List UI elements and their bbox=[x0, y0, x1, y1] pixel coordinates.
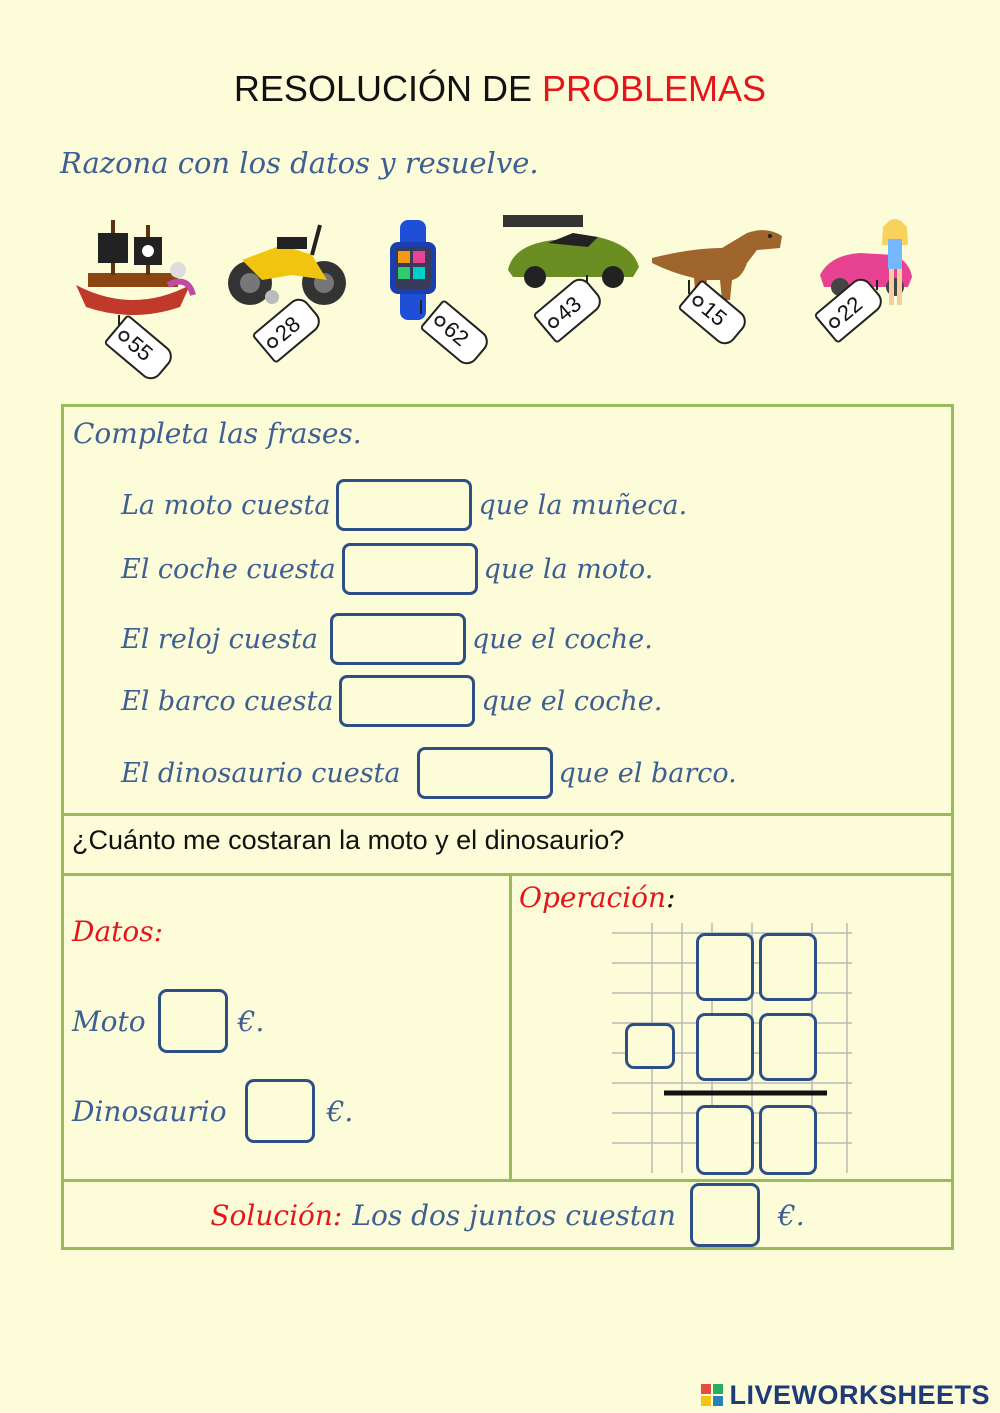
price-tag-dinosaurio: 15 bbox=[677, 279, 750, 349]
complete-heading: Completa las frases. bbox=[73, 417, 362, 450]
watch-icon bbox=[388, 220, 438, 325]
op-box-result-units[interactable] bbox=[759, 1105, 817, 1175]
price-tag-reloj: 62 bbox=[419, 299, 492, 369]
price-tag-coche: 43 bbox=[532, 274, 605, 344]
op-box-top-tens[interactable] bbox=[696, 933, 754, 1001]
price-tag-muneca: 22 bbox=[813, 274, 886, 344]
solution-unit: €. bbox=[777, 1198, 805, 1232]
sentence-3: El reloj cuesta que el coche. bbox=[121, 613, 653, 665]
answer-box-3[interactable] bbox=[330, 613, 466, 665]
sentence-1: La moto cuesta que la muñeca. bbox=[121, 479, 687, 531]
datos-row-dinosaurio: Dinosaurio €. bbox=[72, 1079, 353, 1143]
op-box-mid-units[interactable] bbox=[759, 1013, 817, 1081]
op-box-result-tens[interactable] bbox=[696, 1105, 754, 1175]
op-box-mid-tens[interactable] bbox=[696, 1013, 754, 1081]
solution-box[interactable] bbox=[690, 1183, 760, 1247]
liveworksheets-icon bbox=[701, 1384, 725, 1408]
datos-title: Datos: bbox=[72, 915, 164, 948]
moto-price-box[interactable] bbox=[158, 989, 228, 1053]
sentence-5: El dinosaurio cuesta que el barco. bbox=[121, 747, 737, 799]
pirate-ship-icon bbox=[68, 215, 198, 325]
page-title: RESOLUCIÓN DE PROBLEMAS bbox=[233, 68, 767, 109]
solution-label: Solución: bbox=[210, 1198, 343, 1232]
answer-box-4[interactable] bbox=[339, 675, 475, 727]
divider bbox=[64, 1179, 951, 1182]
op-box-plus-sign[interactable] bbox=[625, 1023, 675, 1069]
question-text: ¿Cuánto me costaran la moto y el dinosaurio? bbox=[72, 825, 625, 855]
divider bbox=[64, 873, 951, 876]
operation-grid bbox=[612, 923, 862, 1178]
divider bbox=[64, 813, 951, 816]
sentence-4: El barco cuesta que el coche. bbox=[121, 675, 662, 727]
price-tag-moto: 28 bbox=[251, 294, 324, 364]
motorbike-icon bbox=[222, 215, 352, 315]
solution-text: Los dos juntos cuestan bbox=[352, 1198, 676, 1232]
exercise-frame bbox=[61, 404, 954, 1250]
dinosaurio-price-box[interactable] bbox=[245, 1079, 315, 1143]
answer-box-5[interactable] bbox=[417, 747, 553, 799]
divider bbox=[509, 873, 512, 1179]
liveworksheets-logo: LIVEWORKSHEETS bbox=[701, 1380, 990, 1411]
datos-row-moto: Moto €. bbox=[72, 989, 264, 1053]
price-tag-barco: 55 bbox=[103, 314, 176, 384]
operacion-title: Operación: bbox=[519, 881, 676, 914]
answer-box-2[interactable] bbox=[342, 543, 478, 595]
solution-row bbox=[64, 1183, 951, 1247]
op-box-top-units[interactable] bbox=[759, 933, 817, 1001]
answer-box-1[interactable] bbox=[336, 479, 472, 531]
instruction-text: Razona con los datos y resuelve. bbox=[60, 146, 539, 180]
sentence-2: El coche cuesta que la moto. bbox=[121, 543, 653, 595]
